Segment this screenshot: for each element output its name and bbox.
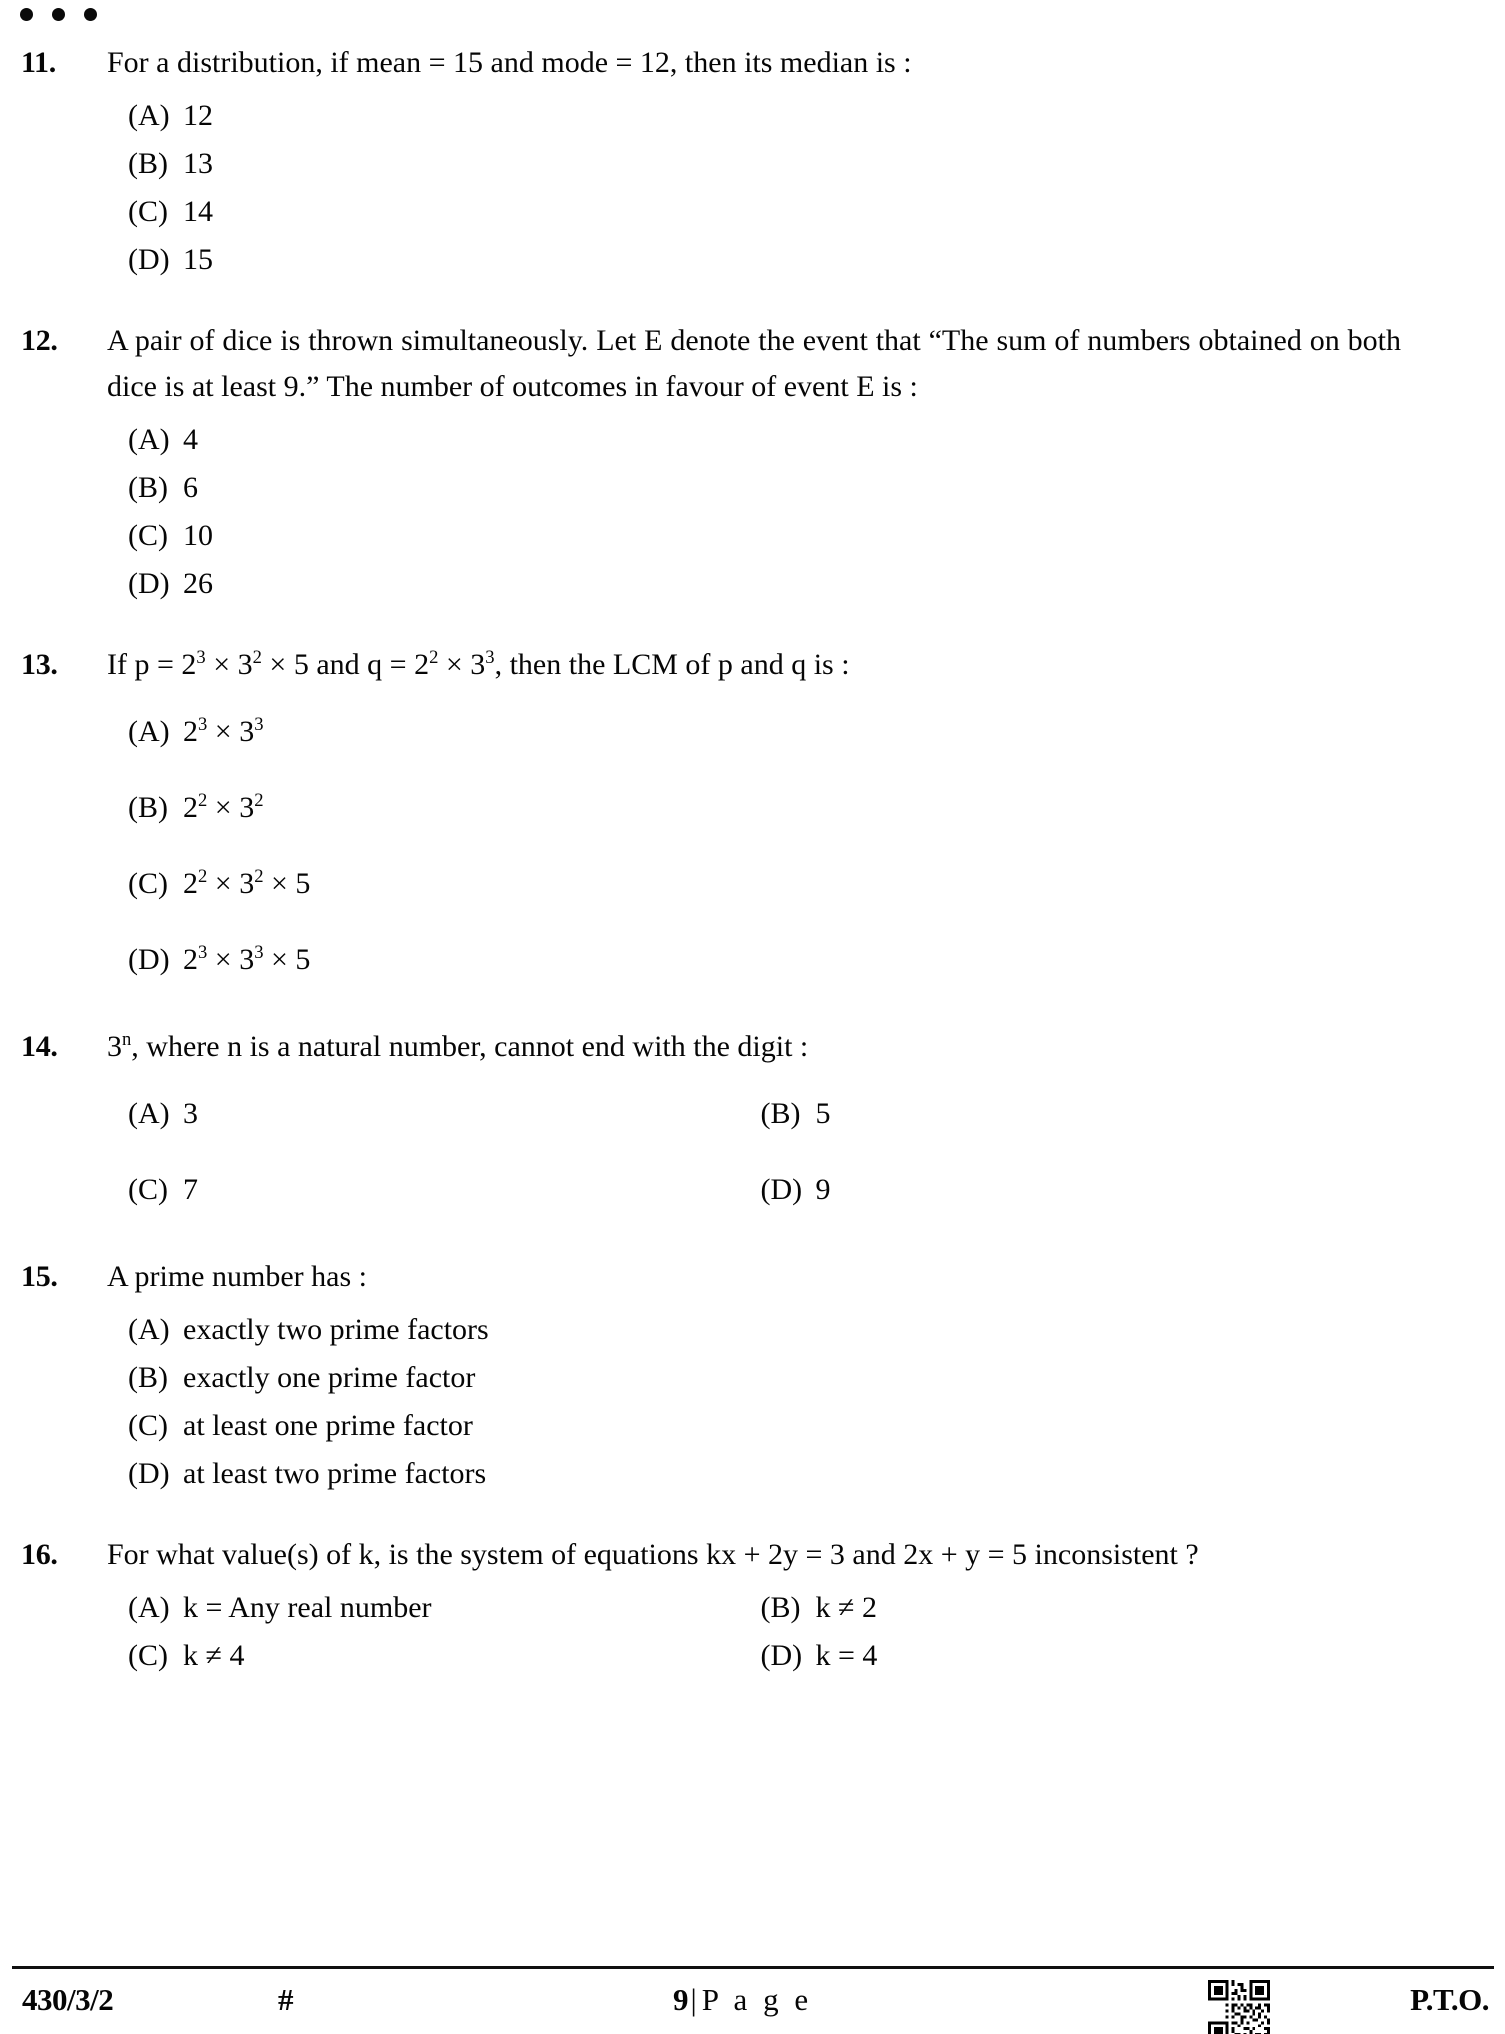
option-value: 26 [183,567,213,600]
question-header [0,40,1505,86]
question-spacer [0,1228,1505,1254]
page-word: P a g e [701,1982,813,2017]
option-a[interactable] [0,694,1505,770]
option-b[interactable] [0,1354,1505,1402]
option-a[interactable] [0,1584,753,1632]
option-label: (D) [760,1639,803,1672]
option-value: k ≠ 2 [815,1591,877,1624]
option-a[interactable] [0,416,1505,464]
option-value: exactly two prime factors [183,1313,489,1346]
option-value: 13 [183,147,213,180]
paper-code: 430/3/2 [22,1982,114,2017]
question-header [0,642,1505,688]
option-c[interactable] [0,188,1505,236]
page-number: 9 [673,1982,689,2017]
question-block [0,40,1505,318]
question-list [0,40,1505,1714]
option-d[interactable] [753,1152,1505,1228]
question-block [0,1024,1505,1254]
option-label: (B) [128,1361,168,1394]
question-number: 13. [21,648,58,681]
option-value: 5 [815,1097,831,1130]
option-list [0,1076,1505,1228]
option-list [0,416,1505,608]
option-d[interactable] [0,922,1505,998]
option-value: $2^2 \times 3^2 \times 5$ [183,866,311,900]
option-list [0,694,1505,998]
question-number: 16. [21,1538,58,1571]
question-block [0,642,1505,1024]
option-label: (A) [128,423,170,456]
option-b[interactable] [0,140,1505,188]
option-label: (B) [128,147,168,180]
option-value: $2^3 \times 3^3 \times 5$ [183,942,311,976]
option-label: (C) [128,1173,168,1206]
option-value: 10 [183,519,213,552]
question-block [0,1254,1505,1532]
option-list [0,92,1505,284]
question-spacer [0,1680,1505,1714]
question-spacer [0,998,1505,1024]
option-value: at least two prime factors [183,1457,487,1490]
question-number: 14. [21,1030,58,1063]
hash-mark: # [278,1982,294,2017]
option-list [0,1306,1505,1498]
option-label: (B) [760,1591,801,1624]
page-footer [0,1980,1505,2034]
option-label: (B) [760,1097,801,1130]
option-label: (D) [128,243,170,276]
question-text: For a distribution, if mean = 15 and mode = 12, then its median is : [107,46,912,79]
option-d[interactable] [0,1450,1505,1498]
option-list [0,1584,1505,1680]
option-label: (B) [128,791,168,824]
question-spacer [0,1498,1505,1532]
page-separator: | [690,1982,697,2017]
question-header [0,318,1505,410]
decoration-dot-3 [84,8,97,21]
option-c[interactable] [0,1402,1505,1450]
option-value: 7 [183,1173,198,1206]
option-a[interactable] [0,92,1505,140]
option-d[interactable] [0,236,1505,284]
qr-code-icon [1205,1980,1273,2034]
page-decoration-dots [20,8,97,21]
option-c[interactable] [0,1632,753,1680]
option-value: $2^3 \times 3^3$ [183,714,264,748]
question-text: A prime number has : [107,1260,367,1293]
question-header [0,1532,1505,1578]
question-header [0,1024,1505,1070]
decoration-dot-2 [52,8,65,21]
option-d[interactable] [0,560,1505,608]
option-value: $2^2 \times 3^2$ [183,790,264,824]
option-value: at least one prime factor [183,1409,473,1442]
option-b[interactable] [0,464,1505,512]
option-c[interactable] [0,846,1505,922]
option-label: (D) [128,567,170,600]
footer-divider [12,1966,1494,1969]
option-b[interactable] [753,1584,1505,1632]
option-a[interactable] [0,1306,1505,1354]
option-a[interactable] [0,1076,753,1152]
option-label: (D) [128,943,170,976]
option-value: k = 4 [815,1639,878,1672]
question-text: A pair of dice is thrown simultaneously. Let E denote the event that “The sum of numbers obtained on both dice is at least 9.” The number of outcomes in favour of event E is : [107,324,1401,403]
option-b[interactable] [753,1076,1505,1152]
question-number: 12. [21,324,58,357]
question-text: For what value(s) of k, is the system of equations kx + 2y = 3 and 2x + y = 5 inconsistent ? [107,1538,1199,1571]
question-number: 11. [21,46,56,79]
question-block [0,318,1505,642]
option-value: exactly one prime factor [183,1361,476,1394]
option-label: (D) [760,1173,803,1206]
option-label: (C) [128,195,168,228]
option-value: k ≠ 4 [183,1639,245,1672]
option-label: (C) [128,867,168,900]
decoration-dot-1 [20,8,33,21]
option-label: (A) [128,1097,170,1130]
option-value: 12 [183,99,213,132]
option-value: 9 [815,1173,831,1206]
option-value: 3 [183,1097,198,1130]
option-value: 15 [183,243,213,276]
option-value: k = Any real number [183,1591,432,1624]
pto-label: P.T.O. [1410,1982,1489,2017]
question-number: 15. [21,1260,58,1293]
option-d[interactable] [753,1632,1505,1680]
option-label: (C) [128,1409,168,1442]
option-label: (A) [128,99,170,132]
option-label: (D) [128,1457,170,1490]
question-text: If $p = 2^3 \times 3^2 \times 5$ and $q = 2^2 \times 3^3$, then the LCM of p and q is : [107,647,850,681]
question-header [0,1254,1505,1300]
question-spacer [0,284,1505,318]
option-b[interactable] [0,770,1505,846]
option-c[interactable] [0,1152,753,1228]
option-label: (B) [128,471,168,504]
option-label: (C) [128,1639,168,1672]
option-label: (A) [128,1591,170,1624]
option-value: 4 [183,423,198,456]
option-label: (A) [128,715,170,748]
page-number-label [673,1982,812,2018]
question-block [0,1532,1505,1714]
option-label: (A) [128,1313,170,1346]
question-spacer [0,608,1505,642]
option-value: 6 [183,471,198,504]
option-label: (C) [128,519,168,552]
option-c[interactable] [0,512,1505,560]
option-value: 14 [183,195,213,228]
question-text: 3$^n$, where n is a natural number, cannot end with the digit : [107,1029,809,1063]
